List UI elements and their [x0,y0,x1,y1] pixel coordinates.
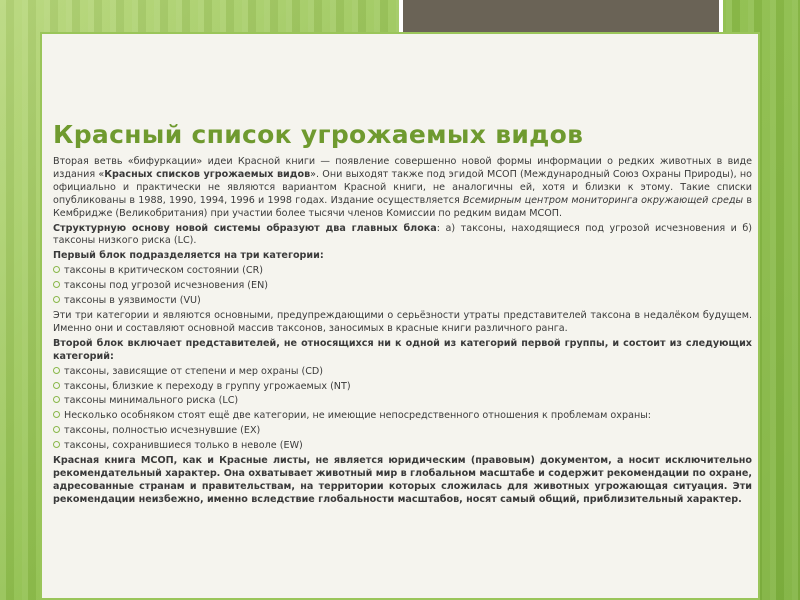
list-item [53,381,752,394]
list-item [53,295,752,308]
paragraph-intro [53,156,752,221]
bullet-icon [53,296,60,303]
bullet-icon [53,266,60,273]
list-item [53,265,752,278]
bullet-icon [53,441,60,448]
list-item-text: таксоны минимального риска (LC) [64,395,239,407]
list-item [53,366,752,379]
list-item-text: таксоны под угрозой исчезновения (EN) [64,280,268,292]
slide [40,32,760,600]
text-bold: Структурную основу новой системы образуют два главных блока [53,222,437,234]
paragraph-structure [53,223,752,249]
list-item [53,395,752,408]
slide-body [53,156,752,509]
text-italic: Всемирным центром мониторинга окружающей среды [462,194,744,206]
bullet-icon [53,396,60,403]
list-item-text: таксоны, сохранившиеся только в неволе (EW) [64,440,303,452]
bullet-icon [53,382,60,389]
bullet-icon [53,367,60,374]
list-item [53,280,752,293]
list-item-text: таксоны в критическом состоянии (CR) [64,265,264,277]
list-item-text: таксоны в уязвимости (VU) [64,295,201,307]
paragraph-main-categories: Эти три категории и являются основными, предупреждающими о серьёзности утраты представителей таксона в недалёком будущем. Именно они и составляют основной массив таксонов, заносимых в красные книги различного ранга. [53,309,752,334]
list-item-text: Несколько особняком стоят ещё две категории, не имеющие непосредственного отношения к проблемам охраны: [64,410,652,422]
paragraph-second-block: Второй блок включает представителей, не относящихся ни к одной из категорий первой группы, и состоит из следующих категорий: [53,337,752,362]
text-bold: Красных списков угрожаемых видов [104,168,311,180]
text: в Кембридже (Великобритания) при участии более тысячи членов Комиссии по редким видам МСОП. [53,194,752,219]
text: : а) таксоны, находящиеся под угрозой исчезновения и б) таксоны низкого риска (LC). [53,222,752,247]
bullet-icon [53,281,60,288]
text: ». Они выходят также под эгидой МСОП (Международный Союз Охраны Природы), но официально и практически не являются вариантом Красной книги, не аналогичны ей, хотя и близки к этому. Такие списки опубликованы в 1988, 1990, 1994, 1996 и 1998 годах. Издание осуществляется [53,168,752,206]
bullet-icon [53,411,60,418]
text: Вторая ветвь «бифуркации» идеи Красной книги — появление совершенно новой формы информации о редких животных в виде издания « [53,156,752,180]
paragraph-conclusion: Красная книга МСОП, как и Красные листы, не является юридическим (правовым) документом, а носит исключительно рекомендательный характер. Она охватывает животный мир в глобальном масштабе и содержит рекомендации по охране, адресованные странам и правительствам, на территории которых сложилась для животных угрожающая ситуация. Эти рекомендации неизбежно, именно вследствие глобальности масштабов, носят самый общий, приблизительный характер. [53,455,752,505]
list-item-text: таксоны, зависящие от степени и мер охраны (CD) [64,365,324,377]
list-item-text: таксоны, близкие к переходу в группу угрожаемых (NT) [64,380,351,392]
list-item [53,410,752,423]
list-first-block [53,265,752,308]
slide-title: Красный список угрожаемых видов [53,120,584,149]
list-second-block [53,366,752,453]
list-item [53,440,752,453]
paragraph-first-block: Первый блок подразделяется на три категории: [53,250,324,262]
bullet-icon [53,426,60,433]
list-item [53,425,752,438]
list-item-text: таксоны, полностью исчезнувшие (EX) [64,425,261,437]
